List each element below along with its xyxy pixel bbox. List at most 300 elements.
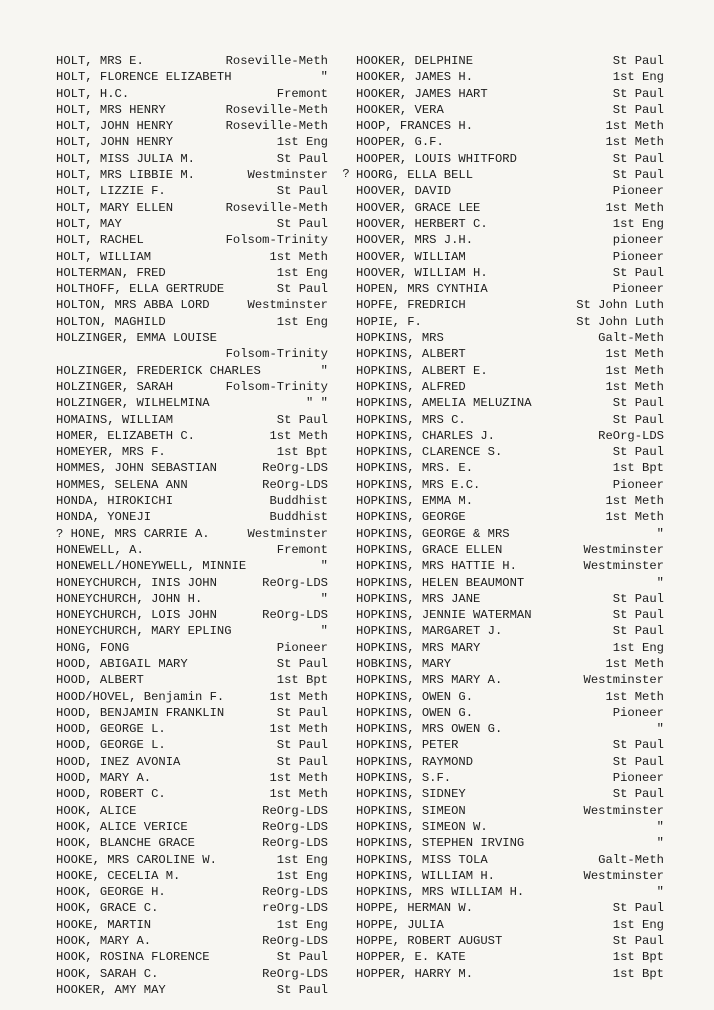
- entry-name: HOOK, ALICE VERICE: [56, 819, 188, 834]
- entry-name: HOLTHOFF, ELLA GERTRUDE: [56, 282, 225, 297]
- entry-name: HONEYCHURCH, LOIS JOHN: [56, 608, 217, 623]
- list-item: [56, 118, 328, 134]
- list-item: [56, 346, 328, 362]
- right-column: [356, 53, 664, 982]
- entry-name: HOOK, GRACE C.: [56, 901, 159, 916]
- list-item: [356, 933, 664, 949]
- list-item: [56, 705, 328, 721]
- entry-church: St Paul: [612, 151, 664, 166]
- entry-name: HOPKINS, OWEN G.: [356, 689, 474, 704]
- list-item: [56, 884, 328, 900]
- list-item: [56, 607, 328, 623]
- list-item: [356, 786, 664, 802]
- entry-name: HOOD, GEORGE L.: [56, 722, 166, 737]
- entry-name: HOPKINS, MRS WILLIAM H.: [356, 885, 525, 900]
- list-item: [356, 737, 664, 753]
- list-item: [56, 786, 328, 802]
- list-item: [56, 900, 328, 916]
- entry-name: HOPKINS, SIMEON W.: [356, 819, 488, 834]
- entry-name: HOOVER, HERBERT C.: [356, 216, 488, 231]
- list-item: [56, 623, 328, 639]
- list-item: [56, 868, 328, 884]
- list-item: [356, 591, 664, 607]
- entry-name: HOOD, MARY A.: [56, 771, 152, 786]
- entry-name: HOOK, ALICE: [56, 803, 137, 818]
- entry-church: ReOrg-LDS: [262, 608, 328, 623]
- entry-church: ReOrg-LDS: [262, 461, 328, 476]
- list-item: [356, 689, 664, 705]
- entry-church: ": [656, 575, 664, 590]
- entry-church: Buddhist: [269, 494, 328, 509]
- entry-name: HOOK, MARY A.: [56, 934, 152, 949]
- entry-name: HOLT, FLORENCE ELIZABETH: [56, 70, 232, 85]
- entry-name: HOOKER, JAMES H.: [356, 70, 474, 85]
- list-item: [56, 640, 328, 656]
- entry-church: 1st Meth: [605, 494, 664, 509]
- entry-name: HOOKER, VERA: [356, 102, 444, 117]
- entry-church: Buddhist: [269, 510, 328, 525]
- entry-church: 1st Meth: [605, 689, 664, 704]
- list-item: [56, 395, 328, 411]
- entry-name: HOOKER, JAMES HART: [356, 86, 488, 101]
- entry-church: ": [320, 70, 328, 85]
- list-item: [56, 558, 328, 574]
- entry-church: Roseville-Meth: [225, 119, 328, 134]
- entry-church: 1st Eng: [276, 917, 328, 932]
- entry-name: HOOVER, MRS J.H.: [356, 233, 474, 248]
- entry-name: HOORG, ELLA BELL: [356, 168, 474, 183]
- entry-church: St Paul: [612, 412, 664, 427]
- list-item: [356, 754, 664, 770]
- entry-name: HOMEYER, MRS F.: [56, 445, 166, 460]
- list-item: [356, 868, 664, 884]
- entry-name: HOOD/HOVEL, Benjamin F.: [56, 689, 225, 704]
- list-item: [356, 118, 664, 134]
- entry-name: HOOPER, LOUIS WHITFORD: [356, 151, 517, 166]
- entry-name: HOPKINS, MRS: [356, 331, 444, 346]
- entry-name: HOMMES, JOHN SEBASTIAN: [56, 461, 217, 476]
- entry-name: HOOKE, MARTIN: [56, 917, 152, 932]
- list-item: [356, 640, 664, 656]
- entry-church: reOrg-LDS: [262, 901, 328, 916]
- entry-church: St Paul: [276, 151, 328, 166]
- entry-church: 1st Eng: [612, 640, 664, 655]
- list-item: [56, 232, 328, 248]
- entry-church: ReOrg-LDS: [262, 934, 328, 949]
- entry-name: HOPKINS, MRS MARY A.: [356, 673, 503, 688]
- list-item: [356, 86, 664, 102]
- list-item: [356, 526, 664, 542]
- list-item: [356, 705, 664, 721]
- list-item: [56, 69, 328, 85]
- list-item: [56, 249, 328, 265]
- entry-church: Folsom-Trinity: [225, 379, 328, 394]
- entry-name: HOOVER, DAVID: [356, 184, 452, 199]
- entry-name: HOPKINS, MRS JANE: [356, 591, 481, 606]
- entry-name: HOPKINS, MRS MARY: [356, 640, 481, 655]
- entry-church: 1st Eng: [276, 868, 328, 883]
- entry-church: Roseville-Meth: [225, 54, 328, 68]
- entry-church: Westminster: [247, 298, 328, 313]
- entry-name: HOPKINS, AMELIA MELUZINA: [356, 396, 532, 411]
- entry-church: St Paul: [276, 656, 328, 671]
- entry-name: HOPKINS, HELEN BEAUMONT: [356, 575, 525, 590]
- entry-church: ": [656, 885, 664, 900]
- list-item: [56, 575, 328, 591]
- entry-church: ReOrg-LDS: [262, 836, 328, 851]
- entry-name: HOPKINS, PETER: [356, 738, 459, 753]
- list-item: [56, 721, 328, 737]
- entry-church: ReOrg-LDS: [598, 428, 664, 443]
- entry-church: Pioneer: [612, 249, 664, 264]
- list-item: [356, 884, 664, 900]
- entry-name: HOOKER, AMY MAY: [56, 982, 166, 997]
- list-item: [56, 134, 328, 150]
- entry-name: HOPPE, ROBERT AUGUST: [356, 934, 503, 949]
- entry-name: HOPKINS, GEORGE & MRS: [356, 526, 510, 541]
- list-item: [56, 933, 328, 949]
- list-item: [56, 819, 328, 835]
- entry-name: HOLT, H.C.: [56, 86, 130, 101]
- entry-name: HOPKINS, MRS E.C.: [356, 477, 481, 492]
- entry-church: 1st Eng: [276, 852, 328, 867]
- entry-name: HONEYCHURCH, MARY EPLING: [56, 624, 232, 639]
- list-item: [356, 460, 664, 476]
- entry-church: ": [656, 836, 664, 851]
- entry-church: St John Luth: [576, 298, 664, 313]
- entry-church: St Paul: [612, 54, 664, 68]
- list-item: [56, 754, 328, 770]
- list-item: [56, 835, 328, 851]
- entry-church: 1st Bpt: [612, 966, 664, 981]
- entry-name: HOOD, BENJAMIN FRANKLIN: [56, 705, 225, 720]
- entry-church: Pioneer: [612, 184, 664, 199]
- list-item: [56, 477, 328, 493]
- list-item: [56, 102, 328, 118]
- entry-name: HONEWELL/HONEYWELL, MINNIE: [56, 559, 247, 574]
- list-item: [356, 721, 664, 737]
- list-item: [56, 852, 328, 868]
- query-mark: ?: [342, 167, 350, 181]
- list-item: [356, 917, 664, 933]
- list-item: [56, 151, 328, 167]
- entry-church: Pioneer: [612, 282, 664, 297]
- list-item: [356, 509, 664, 525]
- entry-name: HOLT, MISS JULIA M.: [56, 151, 195, 166]
- list-item: [56, 216, 328, 232]
- list-item: [56, 363, 328, 379]
- list-item: [356, 966, 664, 982]
- list-item: [356, 770, 664, 786]
- entry-name: HOOD, ROBERT C.: [56, 787, 166, 802]
- list-item: [356, 835, 664, 851]
- entry-name: HOLZINGER, FREDERICK CHARLES: [56, 363, 261, 378]
- entry-church: 1st Meth: [605, 135, 664, 150]
- entry-church: 1st Meth: [269, 689, 328, 704]
- list-item: [356, 102, 664, 118]
- entry-church: 1st Eng: [276, 265, 328, 280]
- entry-church: Fremont: [276, 86, 328, 101]
- list-item: [356, 314, 664, 330]
- entry-church: Westminster: [583, 803, 664, 818]
- entry-church: St Paul: [612, 624, 664, 639]
- entry-name: HOLT, LIZZIE F.: [56, 184, 166, 199]
- list-item: [56, 803, 328, 819]
- entry-church: St Paul: [276, 982, 328, 997]
- entry-name: HOOK, ROSINA FLORENCE: [56, 950, 210, 965]
- entry-name: HOLTERMAN, FRED: [56, 265, 166, 280]
- entry-name: HOPKINS, MRS HATTIE H.: [356, 559, 517, 574]
- entry-church: Pioneer: [276, 640, 328, 655]
- entry-name: HOLT, RACHEL: [56, 233, 144, 248]
- list-item: [56, 412, 328, 428]
- entry-name: HOPKINS, SIMEON: [356, 803, 466, 818]
- entry-church: ": [320, 559, 328, 574]
- list-item: [56, 265, 328, 281]
- entry-church: Roseville-Meth: [225, 200, 328, 215]
- list-item: [56, 542, 328, 558]
- list-item: [356, 232, 664, 248]
- list-item: [356, 53, 664, 69]
- entry-name: HOOD, GEORGE L.: [56, 738, 166, 753]
- list-item: [356, 297, 664, 313]
- entry-church: Roseville-Meth: [225, 102, 328, 117]
- entry-name: HOOD, ALBERT: [56, 673, 144, 688]
- list-item: [356, 249, 664, 265]
- entry-name: HOPKINS, ALBERT E.: [356, 363, 488, 378]
- entry-church: Westminster: [583, 559, 664, 574]
- entry-name: HOPKINS, ALBERT: [356, 347, 466, 362]
- list-item: [56, 444, 328, 460]
- list-item: [56, 167, 328, 183]
- entry-church: St Paul: [612, 934, 664, 949]
- list-item: [356, 346, 664, 362]
- entry-church: Westminster: [247, 168, 328, 183]
- entry-name: HOPKINS, STEPHEN IRVING: [356, 836, 525, 851]
- entry-name: HOPKINS, MISS TOLA: [356, 852, 488, 867]
- entry-church: 1st Eng: [276, 314, 328, 329]
- entry-church: St Paul: [612, 608, 664, 623]
- entry-church: 1st Meth: [605, 510, 664, 525]
- entry-church: Pioneer: [612, 705, 664, 720]
- entry-church: pioneer: [612, 233, 664, 248]
- list-item: [356, 558, 664, 574]
- entry-name: HOOK, BLANCHE GRACE: [56, 836, 195, 851]
- entry-name: HOPKINS, EMMA M.: [356, 494, 474, 509]
- entry-church: ": [320, 591, 328, 606]
- entry-church: ": [320, 624, 328, 639]
- entry-church: 1st Bpt: [276, 445, 328, 460]
- entry-church: 1st Meth: [269, 428, 328, 443]
- entry-name: HOLZINGER, SARAH: [56, 379, 174, 394]
- entry-name: HOOP, FRANCES H.: [356, 119, 474, 134]
- entry-church: Folsom-Trinity: [225, 233, 328, 248]
- entry-name: HOLT, JOHN HENRY: [56, 135, 174, 150]
- entry-name: HOOK, SARAH C.: [56, 966, 159, 981]
- list-item: [356, 672, 664, 688]
- entry-church: Fremont: [276, 542, 328, 557]
- entry-church: 1st Eng: [276, 135, 328, 150]
- list-item: [356, 623, 664, 639]
- entry-church: Pioneer: [612, 477, 664, 492]
- entry-church: 1st Meth: [269, 722, 328, 737]
- entry-name: HOPKINS, S.F.: [356, 771, 452, 786]
- entry-name: HOPKINS, MRS C.: [356, 412, 466, 427]
- entry-church: St Paul: [612, 445, 664, 460]
- entry-name: HOMAINS, WILLIAM: [56, 412, 174, 427]
- entry-church: ": [320, 363, 328, 378]
- entry-church: ": [656, 819, 664, 834]
- left-column: [56, 53, 328, 998]
- list-item: [56, 949, 328, 965]
- entry-church: Folsom-Trinity: [225, 347, 328, 362]
- list-item: [56, 493, 328, 509]
- entry-name: HOPPE, JULIA: [356, 917, 444, 932]
- entry-name: HOLZINGER, EMMA LOUISE: [56, 331, 217, 346]
- list-item: [356, 363, 664, 379]
- entry-church: " ": [306, 396, 328, 411]
- list-item: [356, 330, 664, 346]
- list-item: [56, 183, 328, 199]
- list-item: [356, 183, 664, 199]
- entry-church: ": [656, 526, 664, 541]
- entry-name: HONDA, HIROKICHI: [56, 494, 174, 509]
- list-item: [56, 86, 328, 102]
- entry-name: HOOPER, G.F.: [356, 135, 444, 150]
- entry-church: St Paul: [276, 705, 328, 720]
- list-item: [56, 314, 328, 330]
- entry-name: HOPKINS, JENNIE WATERMAN: [356, 608, 532, 623]
- list-item: [56, 966, 328, 982]
- entry-church: St Paul: [612, 754, 664, 769]
- entry-name: HOOKE, CECELIA M.: [56, 868, 181, 883]
- entry-church: 1st Meth: [269, 787, 328, 802]
- entry-church: Galt-Meth: [598, 852, 664, 867]
- entry-name: HOPKINS, OWEN G.: [356, 705, 474, 720]
- entry-name: HOOVER, WILLIAM H.: [356, 265, 488, 280]
- list-item: [56, 509, 328, 525]
- list-item: [356, 265, 664, 281]
- entry-church: St Paul: [276, 282, 328, 297]
- entry-name: HOLZINGER, WILHELMINA: [56, 396, 210, 411]
- list-item: [356, 69, 664, 85]
- list-item: [356, 444, 664, 460]
- entry-church: St Paul: [276, 754, 328, 769]
- entry-church: 1st Meth: [269, 771, 328, 786]
- list-item: [56, 281, 328, 297]
- list-item: [56, 428, 328, 444]
- list-item: [56, 982, 328, 998]
- entry-name: HOPPE, HERMAN W.: [356, 901, 474, 916]
- list-item: [356, 949, 664, 965]
- list-item: [56, 656, 328, 672]
- entry-name: HOOKER, DELPHINE: [356, 54, 474, 68]
- list-item: [56, 379, 328, 395]
- entry-church: St Paul: [276, 216, 328, 231]
- entry-church: ReOrg-LDS: [262, 966, 328, 981]
- list-item: [56, 53, 328, 69]
- list-item: [56, 200, 328, 216]
- entry-church: Galt-Meth: [598, 331, 664, 346]
- entry-church: 1st Meth: [605, 379, 664, 394]
- entry-church: St Paul: [612, 901, 664, 916]
- entry-church: 1st Meth: [605, 200, 664, 215]
- entry-name: HONEWELL, A.: [56, 542, 144, 557]
- entry-name: HOPKINS, ALFRED: [356, 379, 466, 394]
- entry-church: ": [656, 722, 664, 737]
- entry-name: HOPKINS, GEORGE: [356, 510, 466, 525]
- entry-church: St Paul: [276, 738, 328, 753]
- list-item: [356, 151, 664, 167]
- entry-church: St Paul: [612, 738, 664, 753]
- entry-church: ReOrg-LDS: [262, 477, 328, 492]
- list-item: [356, 542, 664, 558]
- list-item: [56, 591, 328, 607]
- entry-church: 1st Bpt: [612, 461, 664, 476]
- list-item: [56, 460, 328, 476]
- entry-name: HOLT, WILLIAM: [56, 249, 152, 264]
- entry-name: HOPKINS, WILLIAM H.: [356, 868, 495, 883]
- entry-name: HONDA, YONEJI: [56, 510, 152, 525]
- entry-name: HOPEN, MRS CYNTHIA: [356, 282, 488, 297]
- list-item: [356, 395, 664, 411]
- entry-church: 1st Bpt: [276, 673, 328, 688]
- list-item: [56, 330, 328, 346]
- entry-church: St Paul: [612, 396, 664, 411]
- list-item: [356, 428, 664, 444]
- list-item: [356, 200, 664, 216]
- entry-name: HOLT, MRS HENRY: [56, 102, 166, 117]
- entry-church: Pioneer: [612, 771, 664, 786]
- entry-church: Westminster: [247, 526, 328, 541]
- list-item: [56, 672, 328, 688]
- entry-church: 1st Eng: [612, 70, 664, 85]
- entry-name: HOLTON, MRS ABBA LORD: [56, 298, 210, 313]
- entry-name: HOOVER, WILLIAM: [356, 249, 466, 264]
- entry-church: 1st Meth: [605, 656, 664, 671]
- list-item: [56, 737, 328, 753]
- entry-church: Westminster: [583, 542, 664, 557]
- entry-church: St Paul: [612, 787, 664, 802]
- entry-name: HOLT, JOHN HENRY: [56, 119, 174, 134]
- entry-church: Westminster: [583, 673, 664, 688]
- list-item: [356, 216, 664, 232]
- list-item: [356, 493, 664, 509]
- entry-name: HOPPER, E. KATE: [356, 950, 466, 965]
- entry-name: HOMER, ELIZABETH C.: [56, 428, 195, 443]
- entry-church: ReOrg-LDS: [262, 803, 328, 818]
- entry-church: St Paul: [276, 184, 328, 199]
- entry-church: ReOrg-LDS: [262, 885, 328, 900]
- entry-name: ? HONE, MRS CARRIE A.: [56, 526, 210, 541]
- list-item: [56, 526, 328, 542]
- entry-name: HOPKINS, SIDNEY: [356, 787, 466, 802]
- entry-name: HOPKINS, MRS OWEN G.: [356, 722, 503, 737]
- entry-name: HOLTON, MAGHILD: [56, 314, 166, 329]
- entry-name: HONG, FONG: [56, 640, 130, 655]
- list-item: [356, 477, 664, 493]
- list-item: [356, 134, 664, 150]
- entry-church: 1st Bpt: [612, 950, 664, 965]
- entry-name: HOPKINS, CLARENCE S.: [356, 445, 503, 460]
- entry-name: HOOKE, MRS CAROLINE W.: [56, 852, 217, 867]
- entry-church: 1st Meth: [269, 249, 328, 264]
- entry-name: HONEYCHURCH, JOHN H.: [56, 591, 203, 606]
- entry-church: St Paul: [612, 591, 664, 606]
- entry-name: HOPKINS, MRS. E.: [356, 461, 474, 476]
- entry-church: St Paul: [612, 86, 664, 101]
- list-item: [356, 656, 664, 672]
